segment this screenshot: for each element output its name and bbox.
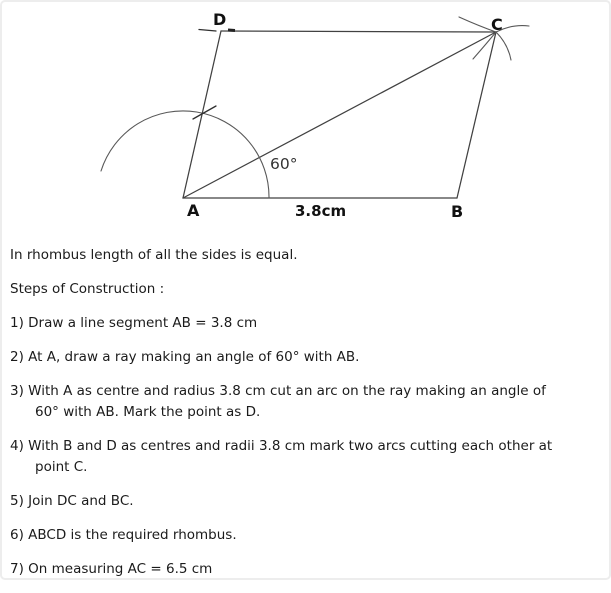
- side-length-label: 3.8cm: [295, 202, 347, 220]
- step-7: [10, 559, 599, 580]
- construction-figure: [2, 2, 611, 240]
- side-bc-line: [457, 32, 496, 198]
- diagonal-ac-line: [183, 32, 496, 198]
- step-6-text: 6) ABCD is the required rhombus.: [10, 527, 237, 543]
- step-1-text: 1) Draw a line segment AB = 3.8 cm: [10, 315, 258, 331]
- step-2: [10, 347, 599, 368]
- step-4-text: 4) With B and D as centres and radii 3.8 cm mark two arcs cutting each other at: [10, 438, 553, 454]
- solution-text: [10, 245, 599, 593]
- step-5-text: 5) Join DC and BC.: [10, 493, 134, 509]
- vertex-label-d: D: [213, 10, 227, 29]
- step-2-text: 2) At A, draw a ray making an angle of 60° with AB.: [10, 349, 360, 365]
- vertex-label-a: A: [187, 201, 200, 220]
- step-3-text-wrap: 60° with AB. Mark the point as D.: [35, 404, 261, 420]
- step-1: [10, 313, 599, 334]
- vertex-label-c: C: [491, 15, 503, 34]
- step-3-text: 3) With A as centre and radius 3.8 cm cut an arc on the ray making an angle of: [10, 383, 546, 399]
- steps-heading: Steps of Construction :: [10, 281, 165, 297]
- angle-label: 60°: [270, 155, 298, 173]
- step-5: [10, 491, 599, 512]
- arc-tick-at-d: [199, 30, 216, 32]
- vertex-label-b: B: [451, 202, 464, 221]
- step-4-text-wrap: point C.: [35, 459, 88, 475]
- compass-arc-at-a: [101, 111, 269, 198]
- intro-line: In rhombus length of all the sides is equal.: [10, 247, 298, 263]
- rhombus-construction-svg: [2, 2, 611, 240]
- step-4: [10, 436, 599, 478]
- step-6: [10, 525, 599, 546]
- step-7-text: 7) On measuring AC = 6.5 cm: [10, 561, 213, 577]
- side-cd-line: [221, 31, 496, 32]
- arc-blob-at-d: [228, 30, 235, 31]
- step-3: [10, 381, 599, 423]
